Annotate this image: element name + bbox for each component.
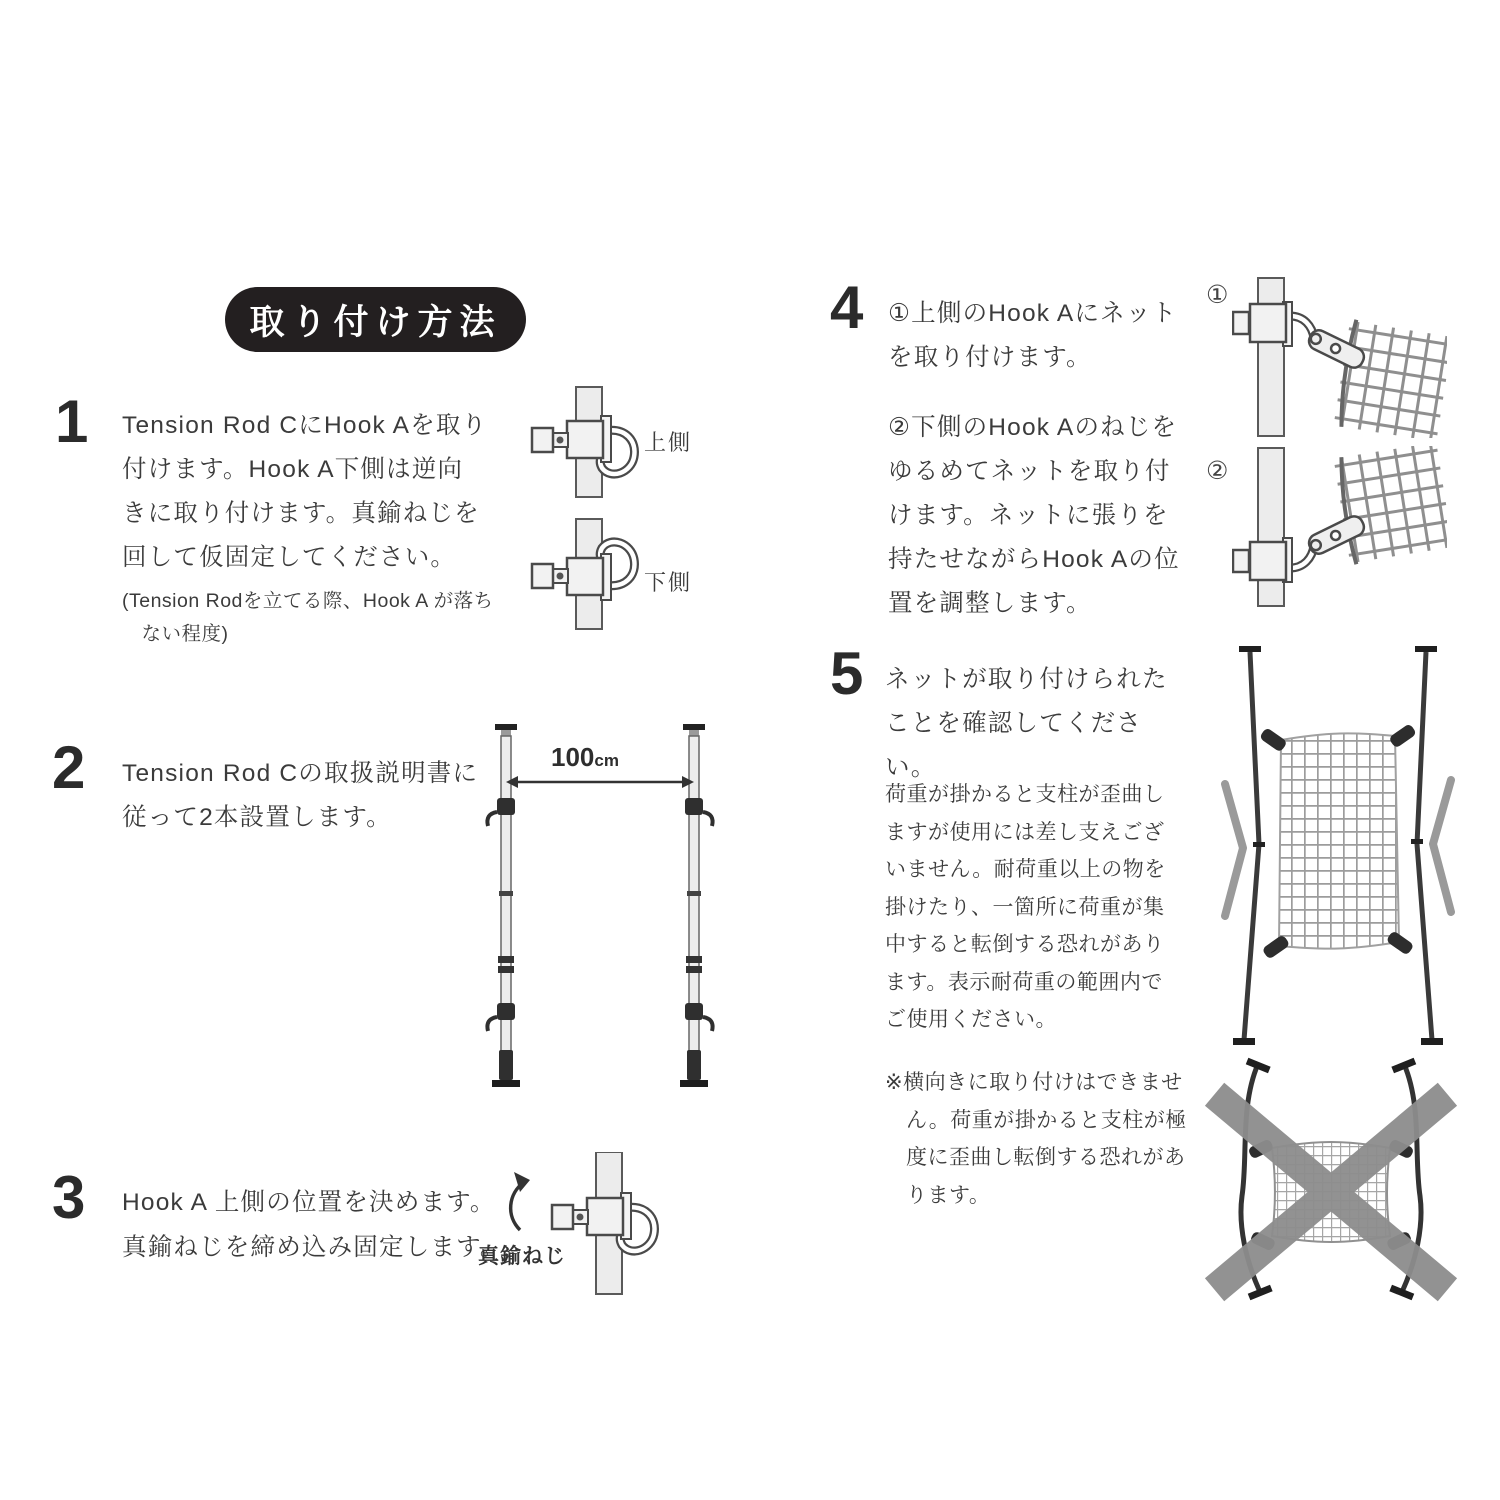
- brass-screw-diagram: [470, 1152, 690, 1297]
- dimension-arrow: [506, 776, 694, 788]
- step-1-note: (Tension Rodを立てる際、Hook A が落ちない程度): [122, 590, 494, 645]
- connector-strap: [1306, 327, 1367, 370]
- install-method-badge-label: 取り付け方法: [249, 302, 502, 342]
- step-4-number: 4: [830, 274, 864, 341]
- step-4-paragraph-1: ①上側のHook Aにネットを取り付けます。: [888, 300, 1178, 371]
- horizontal-mount-warning: ※横向きに取り付けはできません。荷重が掛かると支柱が極度に歪曲し転倒する恐れがあります。: [885, 1071, 1187, 1207]
- install-method-badge: [225, 287, 526, 352]
- step-3-text: Hook A 上側の位置を決めます。真鍮ねじを締め込み固定します。: [122, 1189, 506, 1261]
- connector-strap: [1306, 513, 1367, 556]
- net-installed-diagram: [1213, 636, 1463, 1056]
- brass-screw-label: 真鍮ねじ: [478, 1245, 566, 1268]
- upper-side-label: 上側: [644, 430, 693, 455]
- hook-lower-illustration: [532, 519, 634, 629]
- prohibited-horizontal-diagram: [1196, 1056, 1466, 1304]
- hook-upper-illustration: [532, 387, 634, 497]
- lower-side-label: 下側: [644, 570, 693, 595]
- distance-unit: cm: [594, 751, 619, 770]
- rotate-arrow-icon: [511, 1172, 530, 1230]
- inward-arrow-right-icon: [1433, 780, 1451, 912]
- distance-label: [505, 742, 665, 773]
- net-mesh: [1279, 733, 1399, 948]
- step-1-text: Tension Rod CにHook Aを取り付けます。Hook A下側は逆向きに取り付けます。真鍮ねじを回して仮固定してください。: [122, 412, 488, 571]
- step-5-detail: 荷重が掛かると支柱が歪曲しますが使用には差し支えございません。耐荷重以上の物を掛けたり、一箇所に荷重が集中すると転倒する恐れがあります。表示耐荷重の範囲内でご使用ください。: [885, 783, 1166, 1031]
- hook-orientation-diagram: [498, 383, 728, 633]
- step-5-text: ネットが取り付けられたことを確認してください。: [885, 666, 1168, 781]
- net-corner: [1334, 446, 1447, 565]
- step-2-number: 2: [52, 734, 86, 801]
- attach-net-lower-diagram: [1232, 446, 1447, 608]
- step-5-number: 5: [830, 640, 864, 707]
- attach-net-upper-diagram: [1232, 276, 1447, 438]
- step-3-number: 3: [52, 1164, 86, 1231]
- distance-value: 100: [551, 742, 595, 772]
- net-corner: [1334, 319, 1447, 438]
- step-4-paragraph-2: ②下側のHook Aのねじをゆるめてネットを取り付けます。ネットに張りを持たせながらHook Aの位置を調整します。: [888, 414, 1180, 617]
- step-1-number: 1: [55, 388, 89, 455]
- inward-arrow-left-icon: [1225, 784, 1243, 916]
- diagram-marker-1: ①: [1206, 281, 1229, 309]
- step-2-text: Tension Rod Cの取扱説明書に従って2本設置します。: [122, 760, 479, 831]
- diagram-marker-2: ②: [1206, 457, 1229, 485]
